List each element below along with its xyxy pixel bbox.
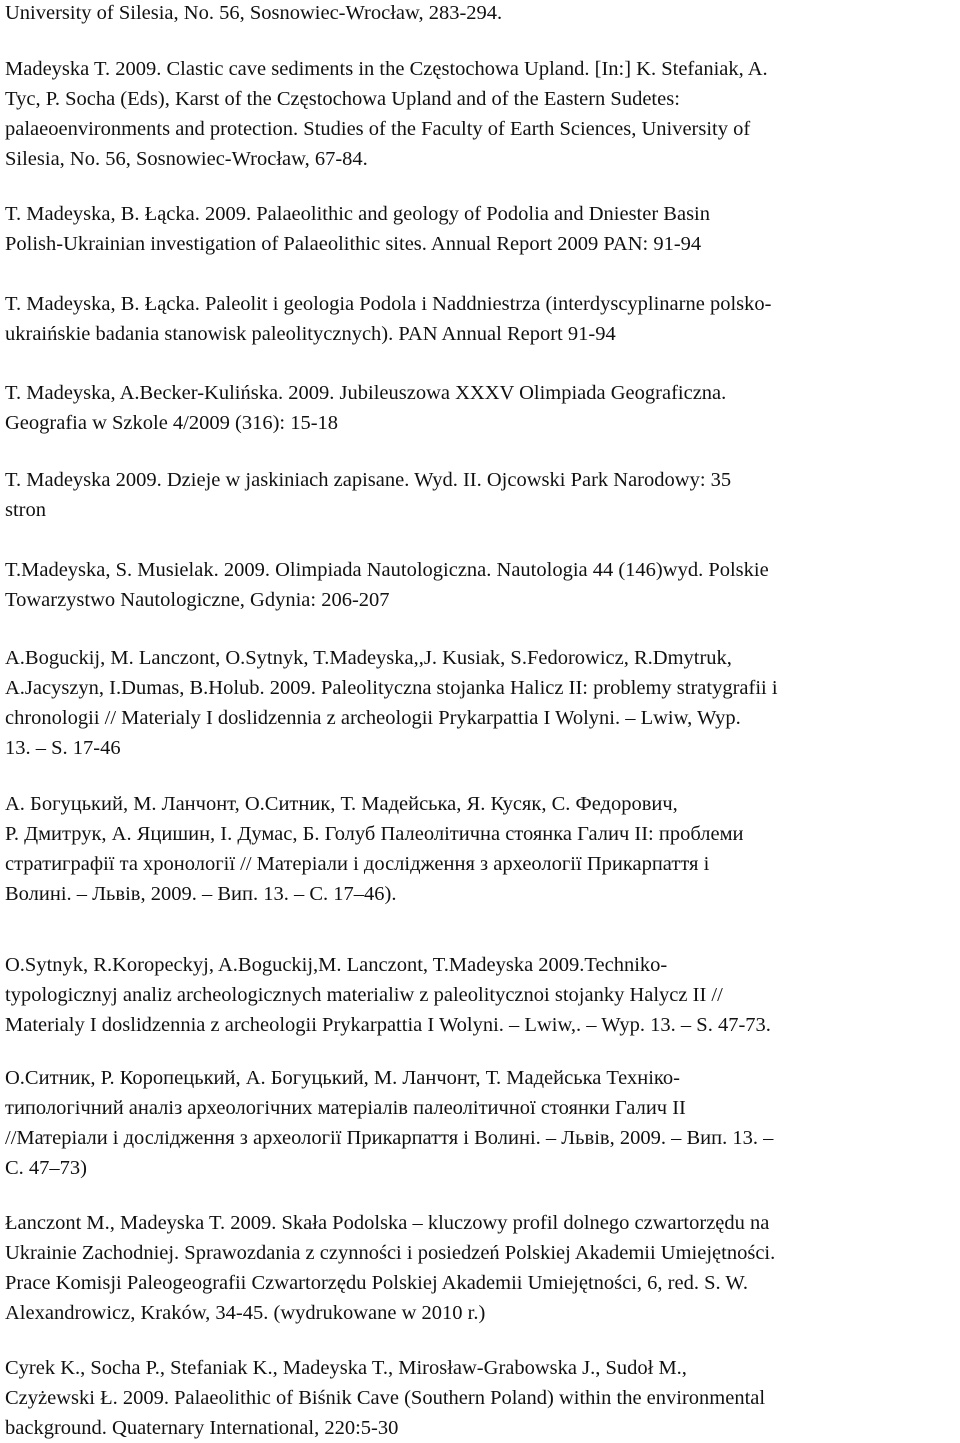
reference-line: T. Madeyska, B. Łącka. 2009. Palaeolithic and geology of Podolia and Dniester Basin: [5, 203, 710, 225]
reference-line: A.Boguckij, M. Lanczont, O.Sytnyk, T.Madeyska,,J. Kusiak, S.Fedorowicz, R.Dmytruk,: [5, 647, 732, 669]
reference-line: типологічний аналіз археологічних матеріалів палеолітичної стоянки Галич ІІ: [5, 1097, 686, 1119]
reference-line: T. Madeyska 2009. Dzieje w jaskiniach zapisane. Wyd. II. Ojcowski Park Narodowy: 35: [5, 469, 732, 491]
reference-line: Czyżewski Ł. 2009. Palaeolithic of Biśnik Cave (Southern Poland) within the environmental: [5, 1387, 766, 1409]
reference-line: Geografia w Szkole 4/2009 (316): 15-18: [5, 412, 339, 434]
reference-line: Silesia, No. 56, Sosnowiec-Wrocław, 67-84.: [5, 148, 368, 170]
reference-line: С. 47–73): [5, 1157, 87, 1179]
reference-line: Łanczont M., Madeyska T. 2009. Skała Podolska – kluczowy profil dolnego czwartorzędu na: [5, 1212, 770, 1234]
reference-line: Р. Дмитрук, А. Яцишин, І. Думас, Б. Голуб Палеолітична стоянка Галич ІІ: проблеми: [5, 823, 744, 845]
reference-line: стратиграфії та хронології // Матеріали і дослідження з археології Прикарпаття і: [5, 853, 710, 875]
reference-line: ukraińskie badania stanowisk paleolitycznych). PAN Annual Report 91-94: [5, 323, 616, 345]
reference-line: T. Madeyska, A.Becker-Kulińska. 2009. Jubileuszowa XXXV Olimpiada Geograficzna.: [5, 382, 727, 404]
reference-line: T.Madeyska, S. Musielak. 2009. Olimpiada Nautologiczna. Nautologia 44 (146)wyd. Polskie: [5, 559, 769, 581]
reference-line: University of Silesia, No. 56, Sosnowiec-Wrocław, 283-294.: [5, 2, 503, 24]
reference-line: 13. – S. 17-46: [5, 737, 121, 759]
reference-line: background. Quaternary International, 220:5-30: [5, 1417, 399, 1439]
reference-line: chronologii // Materialy I doslidzennia z archeologii Prykarpattia I Wolyni. – Lwiw, Wyp.: [5, 707, 741, 729]
reference-line: А. Богуцький, М. Ланчонт, О.Ситник, Т. Мадейська, Я. Кусяк, С. Федорович,: [5, 793, 678, 815]
reference-line: Волині. – Львів, 2009. – Вип. 13. – С. 17–46).: [5, 883, 397, 905]
reference-line: Tyc, P. Socha (Eds), Karst of the Częstochowa Upland and of the Eastern Sudetes:: [5, 88, 680, 110]
reference-line: A.Jacyszyn, I.Dumas, B.Holub. 2009. Paleolityczna stojanka Halicz II: problemy stratygrafii i: [5, 677, 778, 699]
reference-line: Towarzystwo Nautologiczne, Gdynia: 206-207: [5, 589, 390, 611]
reference-line: Materialy I doslidzennia z archeologii Prykarpattia I Wolyni. – Lwiw,. – Wyp. 13. – S. 47-73.: [5, 1014, 771, 1036]
reference-line: Prace Komisji Paleogeografii Czwartorzędu Polskiej Akademii Umiejętności, 6, red. S. W.: [5, 1272, 748, 1294]
reference-line: Polish-Ukrainian investigation of Palaeolithic sites. Annual Report 2009 PAN: 91-94: [5, 233, 702, 255]
reference-line: Ukrainie Zachodniej. Sprawozdania z czynności i posiedzeń Polskiej Akademii Umiejętności.: [5, 1242, 776, 1264]
reference-line: typologicznyj analiz archeologicznych materialiw z paleolitycznoi stojanky Halycz II //: [5, 984, 723, 1006]
reference-line: T. Madeyska, B. Łącka. Paleolit i geologia Podola i Naddniestrza (interdyscyplinarne polsko-: [5, 293, 772, 315]
reference-line: stron: [5, 499, 46, 521]
reference-line: О.Ситник, Р. Коропецький, А. Богуцький, М. Ланчонт, Т. Мадейська Техніко-: [5, 1067, 680, 1089]
reference-line: Alexandrowicz, Kraków, 34-45. (wydrukowane w 2010 r.): [5, 1302, 486, 1324]
reference-line: O.Sytnyk, R.Koropeckyj, A.Boguckij,M. Lanczont, T.Madeyska 2009.Techniko-: [5, 954, 668, 976]
reference-line: Cyrek K., Socha P., Stefaniak K., Madeyska T., Mirosław-Grabowska J., Sudoł M.,: [5, 1357, 687, 1379]
reference-line: palaeoenvironments and protection. Studies of the Faculty of Earth Sciences, University of: [5, 118, 751, 140]
reference-line: //Матеріали і дослідження з археології Прикарпаття і Волині. – Львів, 2009. – Вип. 13. –: [5, 1127, 774, 1149]
reference-line: Madeyska T. 2009. Clastic cave sediments in the Częstochowa Upland. [In:] K. Stefaniak, A.: [5, 58, 768, 80]
